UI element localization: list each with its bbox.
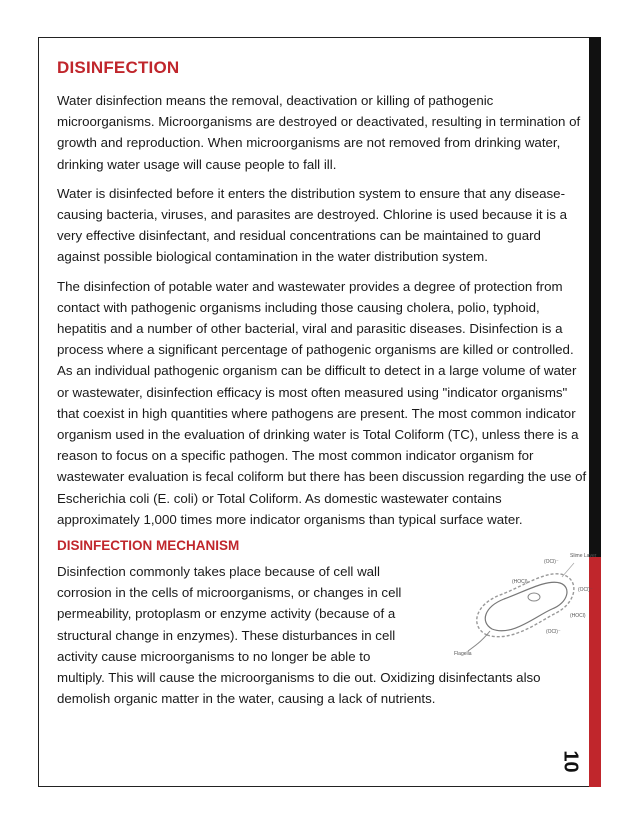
mechanism-block [57, 553, 597, 709]
label-oci-2: (OCl)⁻ [578, 587, 593, 594]
label-slime-layer: Slime Layer [570, 553, 597, 560]
side-bar-dark [589, 37, 601, 557]
paragraph-2: Water is disinfected before it enters the distribution system to ensure that any disease-causing bacteria, viruses, and parasites are destroyed. Chlorine is used because it is a very effective disinfectant, and residual concentrations can be maintained to guard against possible biological contamination in the water distribution system. [57, 185, 567, 265]
flagella-line [468, 631, 490, 651]
section-heading: DISINFECTION MECHANISM [57, 538, 240, 554]
mechanism-text-full: multiply. This will cause the microorganisms to die out. Oxidizing disinfectants also demolish organic matter in the water, causing a lack of nutrients. [57, 670, 541, 707]
label-oci-1: (OCl)⁻ [544, 559, 559, 566]
label-oci-3: (OCl)⁻ [546, 629, 561, 636]
page-title: DISINFECTION [57, 58, 180, 77]
mechanism-text-wrapped: Disinfection commonly takes place because of cell wall corrosion in the cells of microorganisms, or changes in cell permeability, protoplasm or enzyme activity (because of a structural change in enzymes). These disturbances in cell activity cause microorganisms to no longer be able to [57, 564, 402, 664]
cell-nucleus-shape [528, 593, 540, 601]
label-flagella: Flagella [454, 651, 472, 658]
label-hoci-2: (HOCl) [570, 613, 586, 620]
bacterium-illustration [452, 547, 602, 657]
label-hoci-1: (HOCl) [512, 579, 528, 586]
paragraph-3: The disinfection of potable water and wastewater provides a degree of protection from contact with pathogenic organisms including those causing cholera, polio, typhoid, hepatitis and a number of other bacterial, viral and parasitic diseases. Disinfection is a process where a significant percentage of pathogenic organisms are killed or controlled. As an individual pathogenic organism can be difficult to detect in a large volume of water or wastewater, disinfection efficacy is most often measured using "indicator organisms" that coexist in high quantities where pathogens are present. The most common indicator organism used in the evaluation of drinking water is Total Coliform (TC), unless there is a reason to focus on a specific pathogen. The most common indicator organism for wastewater evaluation is fecal coliform but there has been discussion regarding the use of Escherichia coli (E. coli) or Total Coliform. As domestic wastewater contains approximately 1,000 times more indicator organisms than typical surface water. [57, 278, 587, 527]
document-content [57, 58, 597, 717]
page-number [558, 738, 582, 784]
page-number-text: 10 [559, 749, 582, 773]
paragraph-1: Water disinfection means the removal, deactivation or killing of pathogenic microorganisms. Microorganisms are destroyed or deactivated, resulting in termination of growth and reproduction. When microorganisms are not removed from drinking water, drinking water usage will cause people to fall ill. [57, 93, 581, 172]
cell-wall-outline [485, 582, 567, 631]
